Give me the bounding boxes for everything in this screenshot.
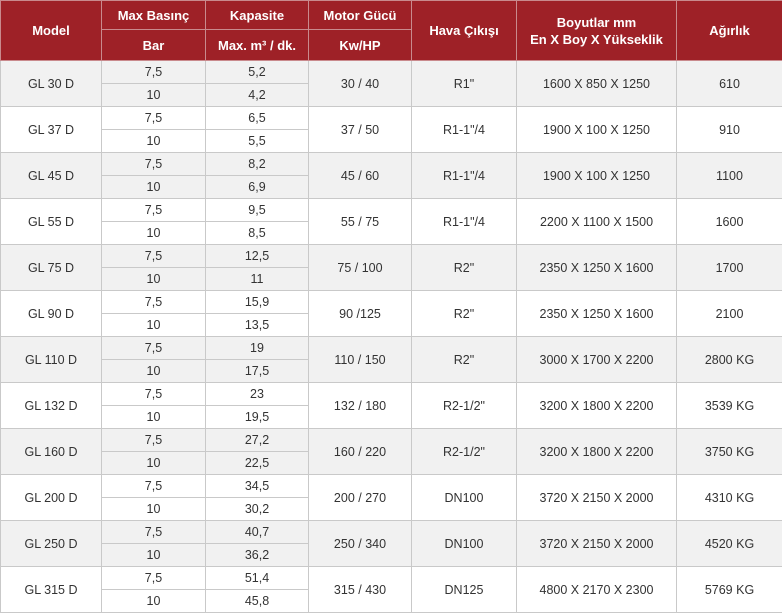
cell-pressure: 7,5: [102, 521, 206, 544]
table-row: [1, 199, 782, 222]
cell-pressure: 10: [102, 314, 206, 337]
cell-model: GL 200 D: [1, 475, 102, 521]
header-motor-power: Motor Gücü: [309, 1, 412, 30]
cell-air-outlet: DN100: [412, 521, 517, 567]
cell-capacity: 15,9: [206, 291, 309, 314]
cell-pressure: 7,5: [102, 429, 206, 452]
cell-weight: 4520 KG: [677, 521, 782, 567]
cell-capacity: 40,7: [206, 521, 309, 544]
header-air-outlet: Hava Çıkışı: [412, 1, 517, 61]
cell-air-outlet: R2-1/2": [412, 429, 517, 475]
cell-dimensions: 3200 X 1800 X 2200: [517, 429, 677, 475]
table-row: [1, 107, 782, 130]
cell-air-outlet: R2-1/2": [412, 383, 517, 429]
cell-pressure: 7,5: [102, 291, 206, 314]
cell-pressure: 10: [102, 130, 206, 153]
cell-dimensions: 3000 X 1700 X 2200: [517, 337, 677, 383]
cell-capacity: 6,5: [206, 107, 309, 130]
cell-air-outlet: R2": [412, 291, 517, 337]
cell-model: GL 75 D: [1, 245, 102, 291]
cell-motor-power: 75 / 100: [309, 245, 412, 291]
table-row: [1, 475, 782, 498]
cell-model: GL 30 D: [1, 61, 102, 107]
cell-dimensions: 2350 X 1250 X 1600: [517, 291, 677, 337]
cell-weight: 910: [677, 107, 782, 153]
cell-capacity: 11: [206, 268, 309, 291]
cell-air-outlet: R1": [412, 61, 517, 107]
header-max-pressure: Max Basınç: [102, 1, 206, 30]
cell-pressure: 10: [102, 590, 206, 613]
cell-dimensions: 1900 X 100 X 1250: [517, 107, 677, 153]
cell-dimensions: 1900 X 100 X 1250: [517, 153, 677, 199]
cell-weight: 1600: [677, 199, 782, 245]
cell-air-outlet: R1-1"/4: [412, 107, 517, 153]
cell-model: GL 250 D: [1, 521, 102, 567]
cell-capacity: 4,2: [206, 84, 309, 107]
cell-motor-power: 315 / 430: [309, 567, 412, 613]
cell-capacity: 8,2: [206, 153, 309, 176]
cell-dimensions: 3200 X 1800 X 2200: [517, 383, 677, 429]
cell-capacity: 45,8: [206, 590, 309, 613]
cell-weight: 3539 KG: [677, 383, 782, 429]
cell-motor-power: 30 / 40: [309, 61, 412, 107]
header-dimensions-line1: Boyutlar mm: [517, 14, 676, 31]
header-dimensions-line2: En X Boy X Yükseklik: [517, 31, 676, 48]
cell-air-outlet: R2": [412, 337, 517, 383]
cell-pressure: 10: [102, 452, 206, 475]
table-row: [1, 567, 782, 590]
cell-motor-power: 160 / 220: [309, 429, 412, 475]
cell-weight: 2100: [677, 291, 782, 337]
cell-capacity: 34,5: [206, 475, 309, 498]
spec-table-body: [1, 61, 782, 613]
cell-weight: 4310 KG: [677, 475, 782, 521]
table-row: [1, 429, 782, 452]
cell-air-outlet: R2": [412, 245, 517, 291]
cell-weight: 3750 KG: [677, 429, 782, 475]
header-motor-power-unit: Kw/HP: [309, 30, 412, 61]
cell-capacity: 5,2: [206, 61, 309, 84]
header-capacity-unit: Max. m³ / dk.: [206, 30, 309, 61]
header-dimensions: [517, 1, 677, 61]
cell-motor-power: 45 / 60: [309, 153, 412, 199]
cell-capacity: 23: [206, 383, 309, 406]
cell-dimensions: 2200 X 1100 X 1500: [517, 199, 677, 245]
cell-pressure: 7,5: [102, 61, 206, 84]
cell-dimensions: 3720 X 2150 X 2000: [517, 521, 677, 567]
cell-capacity: 12,5: [206, 245, 309, 268]
table-row: [1, 521, 782, 544]
cell-model: GL 315 D: [1, 567, 102, 613]
table-row: [1, 383, 782, 406]
cell-model: GL 160 D: [1, 429, 102, 475]
cell-capacity: 9,5: [206, 199, 309, 222]
cell-pressure: 10: [102, 406, 206, 429]
cell-weight: 1100: [677, 153, 782, 199]
header-max-pressure-unit: Bar: [102, 30, 206, 61]
cell-pressure: 7,5: [102, 383, 206, 406]
cell-pressure: 7,5: [102, 199, 206, 222]
cell-dimensions: 1600 X 850 X 1250: [517, 61, 677, 107]
cell-dimensions: 2350 X 1250 X 1600: [517, 245, 677, 291]
table-row: [1, 291, 782, 314]
cell-capacity: 19,5: [206, 406, 309, 429]
table-row: [1, 153, 782, 176]
cell-air-outlet: R1-1"/4: [412, 153, 517, 199]
cell-air-outlet: R1-1"/4: [412, 199, 517, 245]
cell-capacity: 19: [206, 337, 309, 360]
cell-model: GL 110 D: [1, 337, 102, 383]
cell-capacity: 6,9: [206, 176, 309, 199]
table-row: [1, 61, 782, 84]
cell-pressure: 7,5: [102, 245, 206, 268]
cell-motor-power: 55 / 75: [309, 199, 412, 245]
cell-motor-power: 110 / 150: [309, 337, 412, 383]
header-weight: Ağırlık: [677, 1, 782, 61]
cell-capacity: 51,4: [206, 567, 309, 590]
cell-weight: 1700: [677, 245, 782, 291]
header-model: Model: [1, 1, 102, 61]
cell-model: GL 55 D: [1, 199, 102, 245]
cell-pressure: 10: [102, 268, 206, 291]
table-row: [1, 245, 782, 268]
cell-pressure: 7,5: [102, 337, 206, 360]
cell-capacity: 8,5: [206, 222, 309, 245]
cell-capacity: 13,5: [206, 314, 309, 337]
cell-motor-power: 132 / 180: [309, 383, 412, 429]
cell-weight: 2800 KG: [677, 337, 782, 383]
cell-weight: 610: [677, 61, 782, 107]
cell-pressure: 10: [102, 222, 206, 245]
cell-motor-power: 250 / 340: [309, 521, 412, 567]
table-row: [1, 337, 782, 360]
cell-capacity: 5,5: [206, 130, 309, 153]
cell-model: GL 37 D: [1, 107, 102, 153]
cell-model: GL 132 D: [1, 383, 102, 429]
cell-capacity: 22,5: [206, 452, 309, 475]
cell-capacity: 30,2: [206, 498, 309, 521]
cell-dimensions: 3720 X 2150 X 2000: [517, 475, 677, 521]
cell-dimensions: 4800 X 2170 X 2300: [517, 567, 677, 613]
cell-air-outlet: DN100: [412, 475, 517, 521]
cell-motor-power: 90 /125: [309, 291, 412, 337]
cell-pressure: 10: [102, 498, 206, 521]
header-capacity: Kapasite: [206, 1, 309, 30]
cell-pressure: 10: [102, 176, 206, 199]
cell-pressure: 10: [102, 360, 206, 383]
cell-capacity: 27,2: [206, 429, 309, 452]
cell-capacity: 36,2: [206, 544, 309, 567]
cell-model: GL 45 D: [1, 153, 102, 199]
cell-motor-power: 37 / 50: [309, 107, 412, 153]
cell-motor-power: 200 / 270: [309, 475, 412, 521]
cell-pressure: 7,5: [102, 107, 206, 130]
cell-pressure: 10: [102, 544, 206, 567]
cell-air-outlet: DN125: [412, 567, 517, 613]
cell-capacity: 17,5: [206, 360, 309, 383]
cell-pressure: 10: [102, 84, 206, 107]
cell-weight: 5769 KG: [677, 567, 782, 613]
cell-pressure: 7,5: [102, 475, 206, 498]
cell-pressure: 7,5: [102, 153, 206, 176]
cell-pressure: 7,5: [102, 567, 206, 590]
cell-model: GL 90 D: [1, 291, 102, 337]
